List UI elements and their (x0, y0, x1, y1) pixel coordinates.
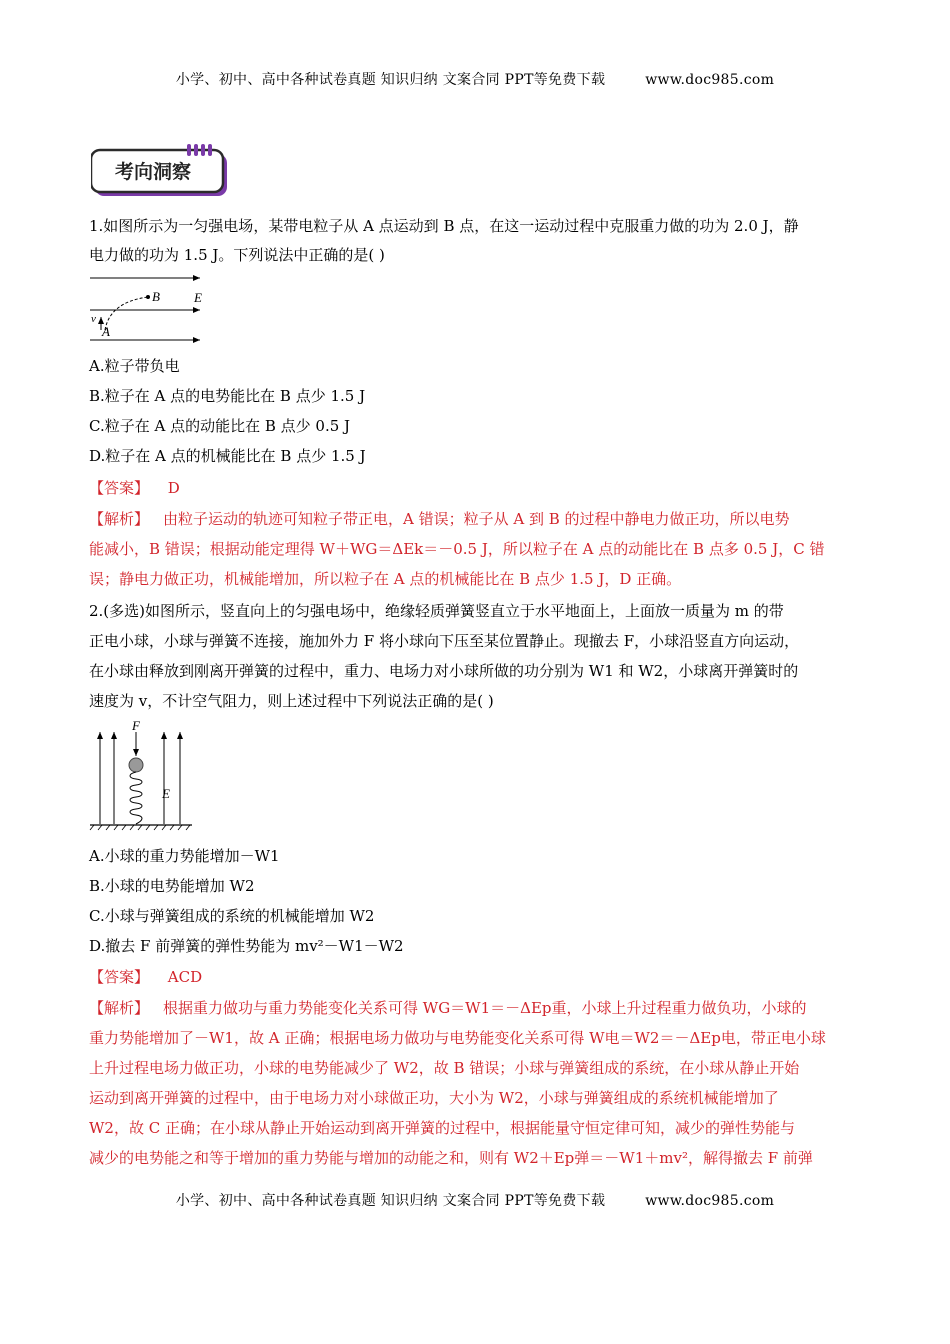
q1-analysis-line1 (89, 505, 879, 534)
q1-analysis-line2: 能减小，B 错误；根据动能定理得 W＋WG＝ΔEk＝－0.5 J，所以粒子在 A 点的动能比在 B 点多 0.5 J，C 错 (89, 540, 825, 558)
badge-label: 考向洞察 (114, 161, 192, 183)
q2-analysis-line6: 减少的电势能之和等于增加的重力势能与增加的动能之和，则有 W2＋Ep弹＝－W1＋mv²，解得撤去 F 前弹 (89, 1149, 813, 1167)
q2-option-c: C.小球与弹簧组成的系统的机械能增加 W2 (89, 907, 375, 925)
label-e: E (194, 290, 202, 305)
label-f: F (132, 718, 140, 733)
label-e: E (162, 786, 170, 801)
q2-stem-line2: 正电小球，小球与弹簧不连接，施加外力 F 将小球向下压至某位置静止。现撤去 F，小球沿竖直方向运动， (89, 632, 800, 650)
page-footer (0, 1190, 950, 1210)
q2-answer: ACD (167, 968, 203, 986)
section-badge (91, 144, 231, 200)
q2-analysis-line4: 运动到离开弹簧的过程中，由于电场力对小球做正功，大小为 W2，小球与弹簧组成的系统机械能增加了 (89, 1089, 779, 1107)
label-b: B (152, 289, 160, 304)
q1-option-c: C.粒子在 A 点的动能比在 B 点少 0.5 J (89, 417, 351, 435)
q2-stem-line4: 速度为 v，不计空气阻力，则上述过程中下列说法正确的是( ) (89, 692, 494, 710)
q2-analysis-line5: W2，故 C 正确；在小球从静止开始运动到离开弹簧的过程中，根据能量守恒定律可知，减少的弹性势能与 (89, 1119, 795, 1137)
header-text: 小学、初中、高中各种试卷真题 知识归纳 文案合同 PPT等免费下载 (175, 72, 606, 88)
answer-tag: 【答案】 (89, 479, 150, 497)
q2-analysis-line2: 重力势能增加了－W1，故 A 正确；根据电场力做功与电势能变化关系可得 W电＝W2＝－ΔEp电，带正电小球 (89, 1029, 826, 1047)
q1-stem-line2: 电力做的功为 1.5 J。下列说法中正确的是( ) (89, 246, 385, 264)
q2-analysis-line3: 上升过程电场力做正功，小球的电势能减少了 W2，故 B 错误；小球与弹簧组成的系统，在小球从静止开始 (89, 1059, 800, 1077)
trajectory-curve (105, 297, 148, 330)
footer-site[interactable]: www.doc985.com (645, 1193, 775, 1209)
page-header (0, 69, 950, 89)
q2-option-a: A.小球的重力势能增加－W1 (89, 847, 280, 865)
q2-analysis-text: 根据重力做功与重力势能变化关系可得 WG＝W1＝－ΔEp重，小球上升过程重力做负功，小球的 (163, 999, 807, 1017)
point-b (146, 295, 150, 299)
q1-field-figure (88, 272, 208, 344)
q2-stem-line1: 2.(多选)如图所示，竖直向上的匀强电场中，绝缘轻质弹簧竖直立于水平地面上，上面放一质量为 m 的带 (89, 602, 784, 620)
q1-analysis-text: 由粒子运动的轨迹可知粒子带正电，A 错误；粒子从 A 到 B 的过程中静电力做正功，所以电势 (163, 510, 790, 528)
analysis-tag: 【解析】 (89, 510, 150, 528)
q1-option-b: B.粒子在 A 点的电势能比在 B 点少 1.5 J (89, 387, 366, 405)
header-site[interactable]: www.doc985.com (645, 72, 775, 88)
q1-option-d: D.粒子在 A 点的机械能比在 B 点少 1.5 J (89, 447, 366, 465)
label-a: A (102, 324, 110, 339)
ball (129, 758, 143, 772)
q2-analysis-line1 (89, 994, 879, 1023)
q1-answer-row (89, 474, 879, 503)
q2-option-b: B.小球的电势能增加 W2 (89, 877, 255, 895)
q1-option-a: A.粒子带负电 (89, 357, 180, 375)
footer-text: 小学、初中、高中各种试卷真题 知识归纳 文案合同 PPT等免费下载 (175, 1193, 606, 1209)
answer-tag: 【答案】 (89, 968, 150, 986)
spring (130, 772, 142, 824)
analysis-tag: 【解析】 (89, 999, 150, 1017)
q1-stem-line1: 1.如图所示为一匀强电场，某带电粒子从 A 点运动到 B 点，在这一运动过程中克服重力做的功为 2.0 J，静 (89, 217, 799, 235)
q1-answer: D (167, 479, 180, 497)
ground-hatch (90, 825, 190, 830)
q2-option-d: D.撤去 F 前弹簧的弹性势能为 mv²－W1－W2 (89, 937, 404, 955)
q1-analysis-line3: 误；静电力做正功，机械能增加，所以粒子在 A 点的机械能比在 B 点少 1.5 J，D 正确。 (89, 570, 682, 588)
label-v: v (91, 313, 96, 325)
q2-stem-line3: 在小球由释放到刚离开弹簧的过程中，重力、电场力对小球所做的功分别为 W1 和 W2，小球离开弹簧时的 (89, 662, 799, 680)
q2-spring-figure (88, 718, 208, 834)
q2-answer-row (89, 963, 879, 992)
